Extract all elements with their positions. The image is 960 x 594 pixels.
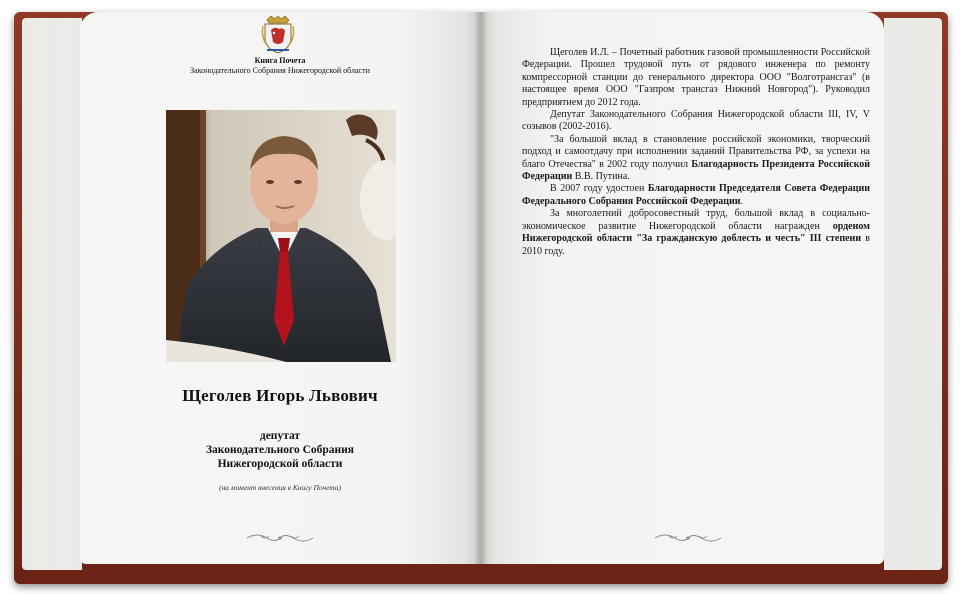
inclusion-note: (на момент внесения в Книгу Почета) — [218, 483, 342, 492]
person-role-line3: Нижегородской области — [217, 458, 343, 470]
bio-text: "За большой вклад в становление российской экономики, творческий подход и самоотдачу при исполнении заданий Правительства РФ, за успехи на благо Отечества" в 2002 году получил — [522, 133, 870, 170]
flourish-ornament-icon — [245, 531, 315, 545]
bio-award: Благодарности Председателя Совета Федерации Федерального Собрания Российской Федерации — [522, 183, 871, 207]
person-name: Щеголев Игорь Львович — [182, 386, 378, 405]
portrait-photo — [166, 110, 396, 362]
bio-award: Благодарность Президента Российской Федерации — [522, 158, 870, 183]
bio-text: . — [740, 195, 744, 207]
book-subtitle: Законодательного Собрания Нижегородской области — [190, 66, 370, 75]
page-stack-right — [884, 18, 942, 570]
biography-text — [522, 47, 870, 258]
person-role-line2: Законодательного Собрания — [205, 444, 354, 456]
bio-text: В.В. Путина. — [572, 171, 630, 183]
book-title: Книга Почета — [254, 56, 306, 65]
bio-text: За многолетний добросовестный труд, большой вклад в социально-экономическое развитие Нижегородской области награжден — [522, 208, 870, 232]
flourish-ornament-icon — [653, 531, 723, 545]
book-spine — [474, 12, 488, 564]
page-stack-left — [22, 18, 82, 570]
coat-of-arms-icon — [261, 16, 295, 54]
person-role-line1: депутат — [259, 430, 301, 442]
bio-award: орденом Нижегородской области "За гражданскую доблесть и честь" III степени — [522, 220, 870, 245]
bio-paragraph — [522, 134, 870, 184]
bio-text: в 2010 году. — [522, 233, 870, 257]
bio-paragraph: Депутат Законодательного Собрания Нижегородской области III, IV, V созывов (2002-2016). — [522, 109, 870, 133]
bio-paragraph — [522, 208, 870, 258]
bio-text: В 2007 году удостоен — [550, 183, 648, 195]
bio-paragraph — [522, 183, 870, 208]
bio-paragraph: Щеголев И.Л. – Почетный работник газовой промышленности Российской Федерации. Прошел трудовой путь от рядового инженера по ремонту компрессорной станции до генерального директора ООО "Волготрансгаз" (в настоящее время ООО "Газпром трансгаз Нижний Новгород"). Руководил предприятием до 2012 года. — [522, 47, 870, 108]
